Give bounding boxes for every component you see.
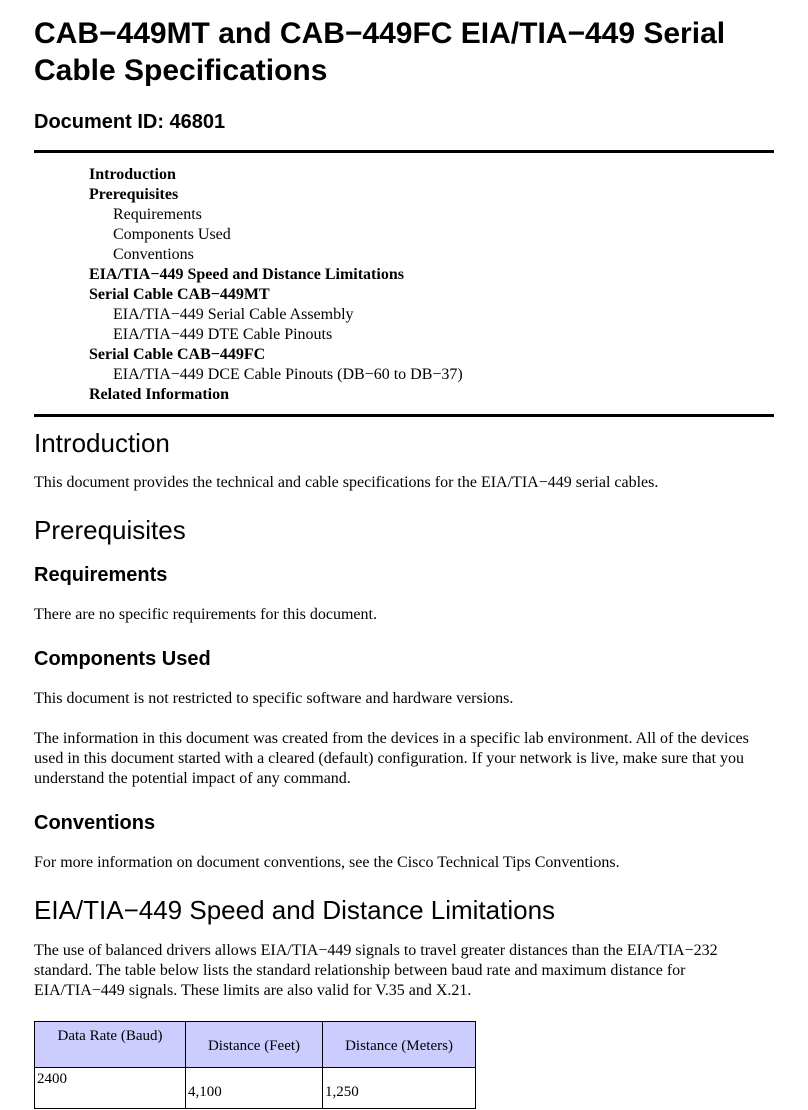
toc-item[interactable]: Components Used: [113, 226, 231, 243]
toc-item[interactable]: Requirements: [113, 206, 202, 223]
toc-item[interactable]: EIA/TIA−449 Serial Cable Assembly: [113, 306, 354, 323]
speed-limitations-heading: EIA/TIA−449 Speed and Distance Limitations: [34, 895, 556, 925]
table-cell: 1,250: [323, 1068, 476, 1109]
table-cell: 4,100: [186, 1068, 323, 1109]
document-title: CAB−449MT and CAB−449FC EIA/TIA−449 Serial Cable Specifications: [34, 17, 726, 87]
toc-item[interactable]: Conventions: [113, 246, 194, 263]
toc-item[interactable]: EIA/TIA−449 Speed and Distance Limitations: [89, 266, 404, 283]
components-used-text: This document is not restricted to specific software and hardware versions.: [34, 690, 514, 707]
toc-item[interactable]: Serial Cable CAB−449FC: [89, 346, 266, 363]
toc-item[interactable]: Prerequisites: [89, 186, 179, 203]
table-header-cell: Distance (Feet): [186, 1022, 323, 1068]
table-cell: 2400: [35, 1068, 186, 1109]
document-id: Document ID: 46801: [34, 111, 226, 133]
requirements-heading: Requirements: [34, 564, 168, 586]
introduction-text: This document provides the technical and cable specifications for the EIA/TIA−449 serial cables.: [34, 474, 659, 491]
table-of-contents: [34, 165, 774, 405]
requirements-text: There are no specific requirements for this document.: [34, 606, 377, 623]
components-used-details: The information in this document was created from the devices in a specific lab environment. All of the devices used in this document started with a cleared (default) configuration. If your network is live, make sure that you understand the potential impact of any command.: [34, 730, 749, 787]
conventions-heading: Conventions: [34, 812, 156, 834]
introduction-heading: Introduction: [34, 428, 170, 458]
document-page: [34, 0, 774, 1109]
toc-item[interactable]: Serial Cable CAB−449MT: [89, 286, 270, 303]
toc-item[interactable]: Introduction: [89, 166, 176, 183]
speed-distance-table: [34, 1021, 476, 1109]
components-used-heading: Components Used: [34, 648, 211, 670]
table-header-cell: Data Rate (Baud): [35, 1022, 186, 1068]
divider-toc-bottom: [34, 414, 774, 417]
speed-limitations-text: The use of balanced drivers allows EIA/TIA−449 signals to travel greater distances than the EIA/TIA−232 standard. The table below lists the standard relationship between baud rate and maximum distance for EIA/TIA−449 signals. These limits are also valid for V.35 and X.21.: [34, 942, 718, 999]
prerequisites-heading: Prerequisites: [34, 515, 186, 545]
table-header-row: [35, 1022, 476, 1068]
toc-item[interactable]: Related Information: [89, 386, 229, 403]
table-header-cell: Distance (Meters): [323, 1022, 476, 1068]
conventions-text: For more information on document conventions, see the Cisco Technical Tips Conventions.: [34, 854, 620, 871]
divider-top: [34, 150, 774, 153]
table-row: [35, 1068, 476, 1109]
toc-item[interactable]: EIA/TIA−449 DTE Cable Pinouts: [113, 326, 333, 343]
toc-item[interactable]: EIA/TIA−449 DCE Cable Pinouts (DB−60 to DB−37): [113, 366, 463, 383]
